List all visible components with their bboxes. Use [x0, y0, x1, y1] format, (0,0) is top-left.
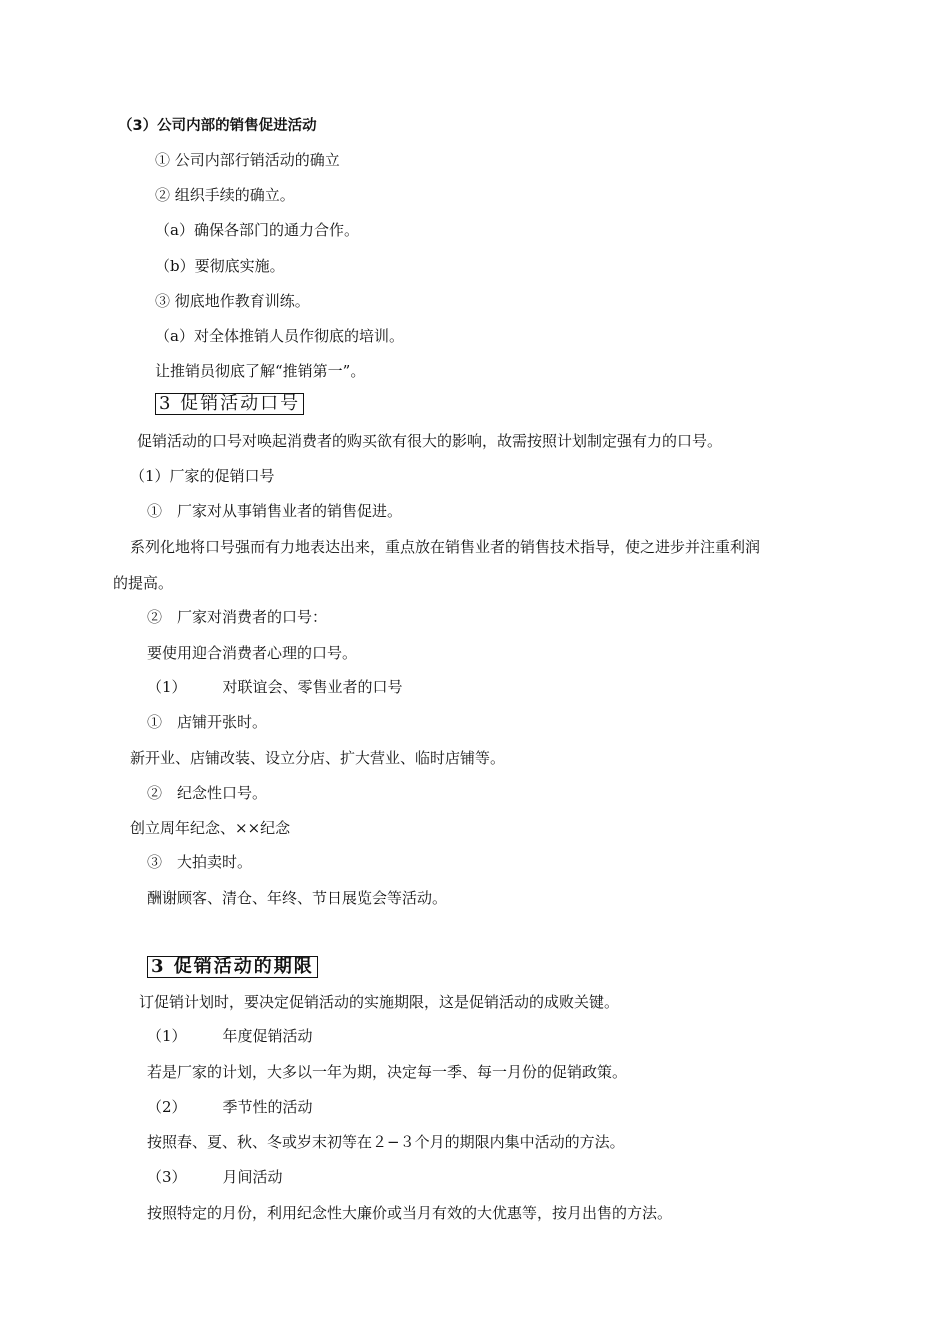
- internal-item-2a: （a）确保各部门的通力合作。: [155, 221, 359, 239]
- period-annual-text: 若是厂家的计划，大多以一年为期，决定每一季、每一月份的促销政策。: [147, 1063, 628, 1081]
- slogan-p1-item1: ① 厂家对从事销售业者的销售促进。: [147, 502, 403, 520]
- slogan-intro: 促销活动的口号对唤起消费者的购买欲有很大的影响，故需按照计划制定强有力的口号。: [137, 432, 723, 450]
- period-annual-label: 年度促销活动: [222, 1027, 313, 1045]
- slogan-p2-item3-text: 酬谢顾客、清仓、年终、节日展览会等活动。: [147, 889, 448, 907]
- period-seasonal-label: 季节性的活动: [222, 1098, 313, 1116]
- slogan-p1-item1-text: 系列化地将口号强而有力地表达出来，重点放在销售业者的销售技术指导，使之进步并注重利润: [130, 538, 761, 556]
- period-intro: 订促销计划时，要决定促销活动的实施期限，这是促销活动的成败关键。: [139, 993, 620, 1011]
- heading-period: 3 促销活动的期限: [147, 956, 318, 978]
- slogan-p2-item1-text: 新开业、店铺改装、设立分店、扩大营业、临时店铺等。: [130, 749, 506, 767]
- period-monthly-number: （3）: [147, 1168, 187, 1186]
- slogan-p1: （1）厂家的促销口号: [130, 467, 275, 485]
- section-title: （3）公司内部的销售促进活动: [118, 118, 317, 134]
- period-seasonal-text: 按照春、夏、秋、冬或岁末初等在２−３个月的期限内集中活动的方法。: [147, 1133, 625, 1151]
- slogan-p2-item1: ① 店铺开张时。: [147, 713, 268, 731]
- period-monthly-label: 月间活动: [222, 1168, 283, 1186]
- internal-item-2: ② 组织手续的确立。: [155, 186, 295, 204]
- slogan-p1-item2: ② 厂家对消费者的口号：: [147, 608, 328, 626]
- period-seasonal: [147, 1097, 313, 1117]
- slogan-p2-item2: ② 纪念性口号。: [147, 784, 268, 802]
- slogan-p2-item3: ③ 大拍卖时。: [147, 853, 253, 871]
- internal-item-3a: （a）对全体推销人员作彻底的培训。: [155, 327, 404, 345]
- internal-item-3: ③ 彻底地作教育训练。: [155, 292, 310, 310]
- period-annual-number: （1）: [147, 1027, 187, 1045]
- slogan-p1-item1-text-cont: 的提高。: [113, 574, 174, 592]
- slogan-p2-number: （1）: [147, 678, 187, 696]
- period-annual: [147, 1026, 313, 1046]
- period-monthly: [147, 1167, 283, 1187]
- heading-slogan: 3 促销活动口号: [155, 393, 304, 415]
- internal-item-1: ① 公司内部行销活动的确立: [155, 151, 340, 169]
- slogan-p2-label: 对联谊会、零售业者的口号: [222, 678, 403, 696]
- slogan-p1-item2-text: 要使用迎合消费者心理的口号。: [147, 644, 358, 662]
- slogan-p2-item2-text: 创立周年纪念、××纪念: [130, 819, 291, 837]
- period-seasonal-number: （2）: [147, 1098, 187, 1116]
- internal-item-3b: 让推销员彻底了解“推销第一”。: [155, 362, 366, 380]
- slogan-p2: [147, 677, 403, 697]
- internal-item-2b: （b）要彻底实施。: [155, 257, 285, 275]
- period-monthly-text: 按照特定的月份，利用纪念性大廉价或当月有效的大优惠等，按月出售的方法。: [147, 1204, 673, 1222]
